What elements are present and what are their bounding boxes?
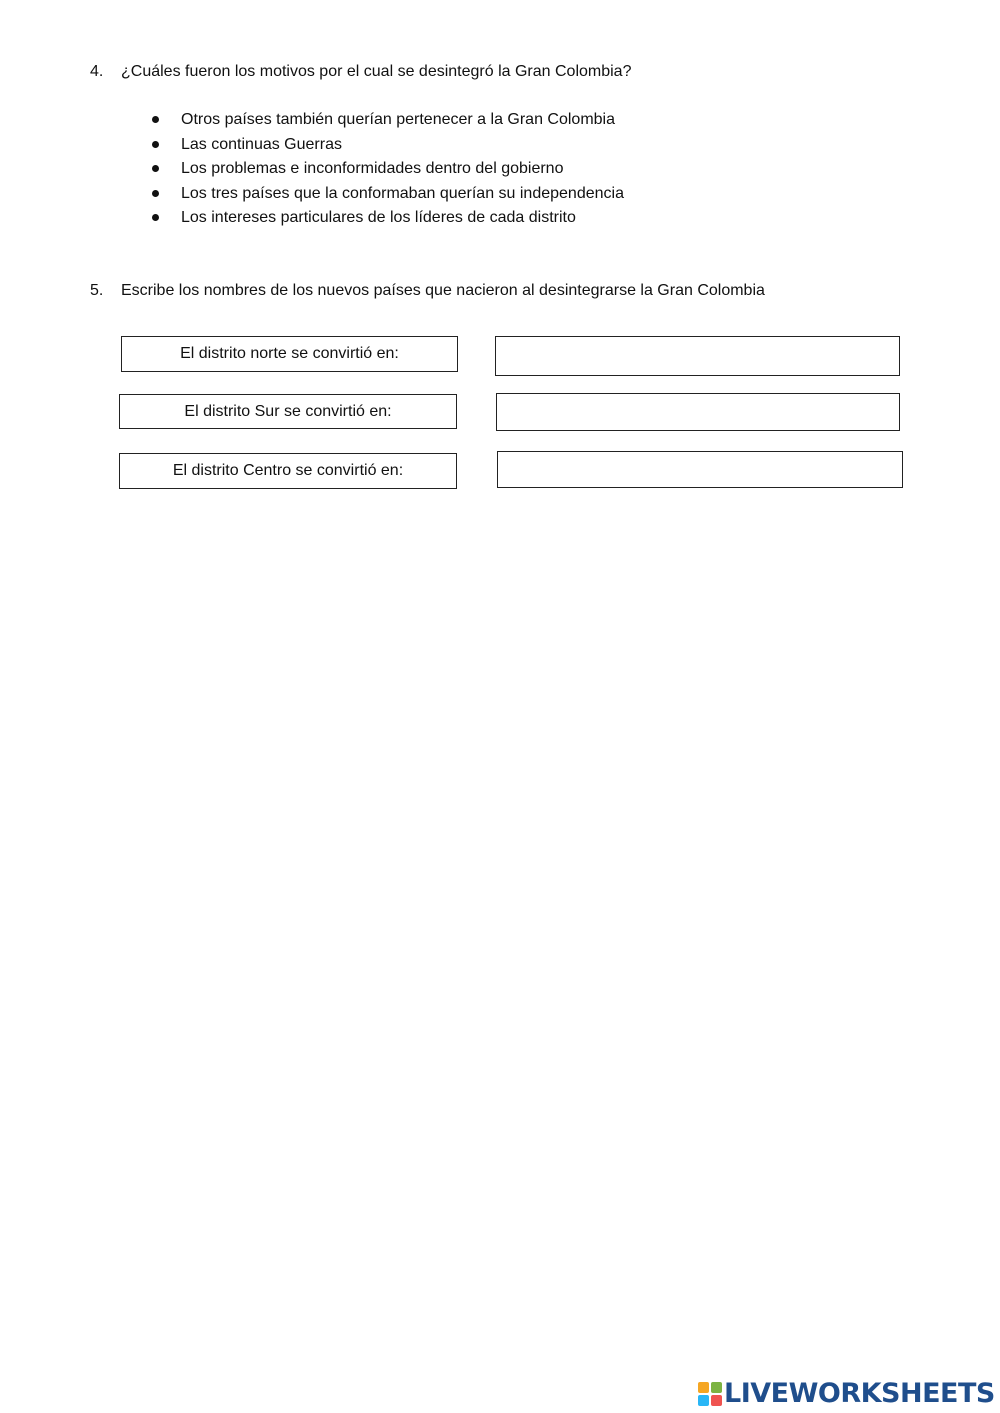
bullet-icon: [152, 116, 159, 123]
bullet-icon: [152, 141, 159, 148]
district-centro-label: El distrito Centro se convirtió en:: [119, 453, 457, 489]
option-text: Los intereses particulares de los líderes de cada distrito: [181, 209, 576, 226]
option-text: Los problemas e inconformidades dentro del gobierno: [181, 160, 564, 177]
list-item[interactable]: [150, 159, 624, 184]
bullet-icon: [152, 190, 159, 197]
option-text: Otros países también querían pertenecer a la Gran Colombia: [181, 111, 616, 128]
question-number: 5.: [90, 282, 104, 299]
bullet-icon: [152, 165, 159, 172]
question-4: [90, 62, 631, 82]
district-norte-label: El distrito norte se convirtió en:: [121, 336, 458, 372]
question-number: 4.: [90, 63, 104, 80]
liveworksheets-logo-icon: [698, 1382, 722, 1406]
list-item[interactable]: [150, 135, 624, 160]
list-item[interactable]: [150, 208, 624, 233]
bullet-icon: [152, 214, 159, 221]
question-text: ¿Cuáles fueron los motivos por el cual se desintegró la Gran Colombia?: [121, 63, 632, 80]
question-text: Escribe los nombres de los nuevos países que nacieron al desintegrarse la Gran Colombia: [121, 282, 765, 299]
option-text: Los tres países que la conformaban querían su independencia: [181, 184, 624, 202]
brand-name: LIVEWORKSHEETS: [724, 1378, 995, 1409]
district-sur-label: El distrito Sur se convirtió en:: [119, 394, 457, 429]
liveworksheets-brand[interactable]: [698, 1378, 995, 1410]
answer-options-list: [150, 110, 624, 233]
district-centro-answer-field[interactable]: [497, 451, 903, 488]
list-item[interactable]: [150, 110, 624, 135]
question-5: [90, 281, 765, 301]
district-sur-answer-field[interactable]: [496, 393, 900, 431]
option-text: Las continuas Guerras: [181, 135, 342, 153]
district-norte-answer-field[interactable]: [495, 336, 900, 376]
list-item[interactable]: [150, 184, 624, 209]
